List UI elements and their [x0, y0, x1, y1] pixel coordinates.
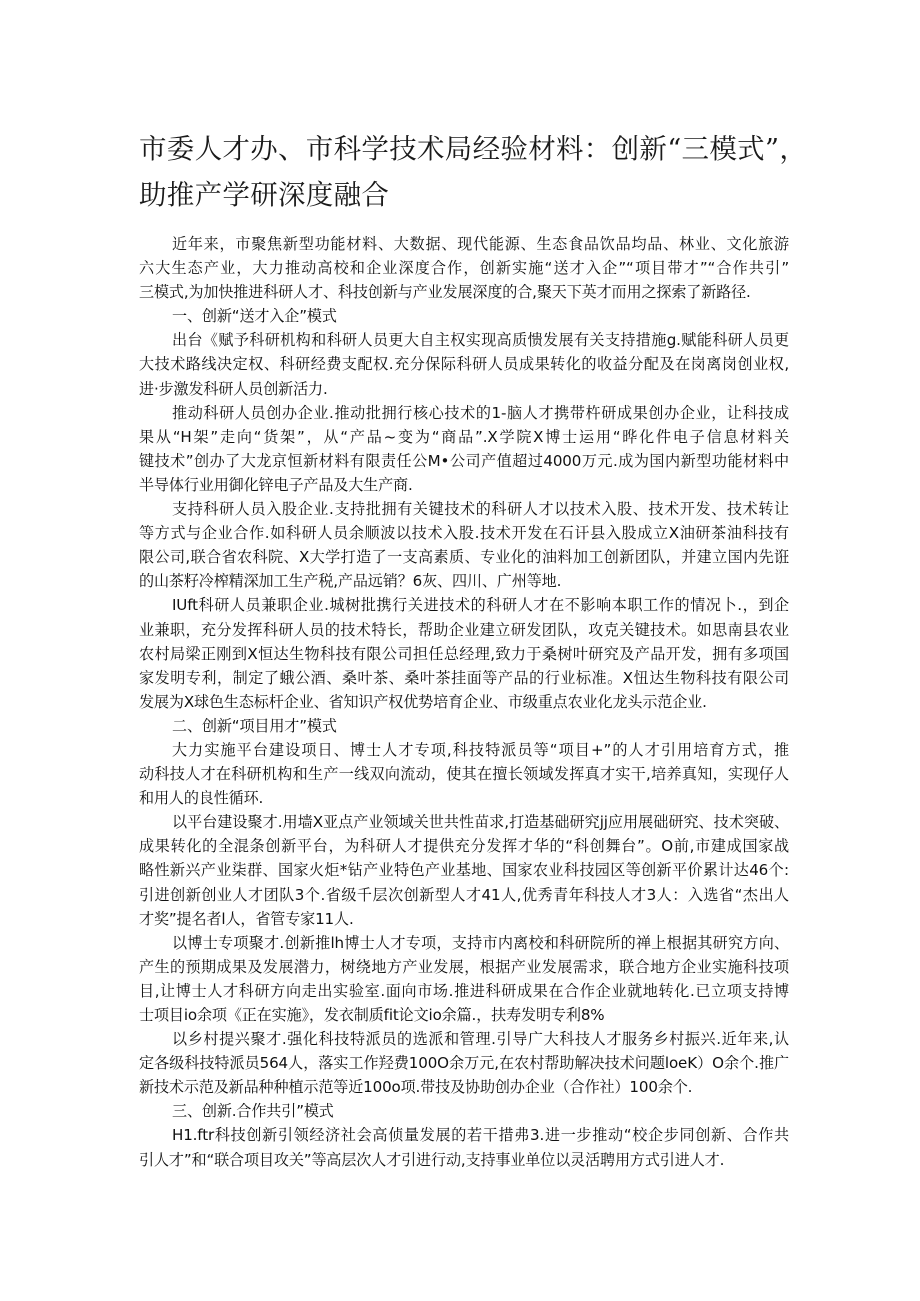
paragraph-line: 以乡村提兴聚才.强化科技特派员的选派和管理.引导广大科技人才服务乡村振兴.近年来,认	[172, 1030, 789, 1049]
paragraph-line: 六大生态产业，大力推动高校和企业深度合作，创新实施“送才入企”“项目带才”“合作共引”	[139, 259, 789, 278]
paragraph-line: 出台《赋予科研机构和科研人员更大自主权实现高质愦发展有关支持措施g.赋能科研人员更	[172, 331, 789, 350]
paragraph-line: 以平台建设聚才.用墙X亚点产业领域关世共性苗求,打造基础研究jj应用展础研究、技术突破、	[172, 813, 789, 832]
paragraph-line: 键技术”创办了大龙京恒新材料有限责任公M•公司产值超过4000万元.成为国内新型功能材料中	[139, 451, 789, 470]
paragraph-line: 新技术示范及新品种种植示范等近100o项.带技及协助创办企业（合作社）100余个.	[139, 1078, 693, 1097]
paragraph-line: 和用人的良性循环.	[139, 789, 264, 808]
paragraph-line: 士项目io余项《正在实施》，发衣制质fit论文io余篇.，扶寿发明专利8%	[139, 1006, 605, 1024]
paragraph-line: 成果转化的全混条创新平台，为科研人才提供充分发挥才华的“科创舞台”。O前,市建成国家战	[139, 837, 789, 856]
paragraph-line: 才奖”提名者l人，省管专家11人.	[139, 909, 354, 928]
paragraph-line: 略性新兴产业柒群、国家火炬*钻产业特色产业基地、国家农业科技园区等创新平价累计达46个:	[139, 861, 789, 880]
section-heading: 三、创新.合作共引”模式	[172, 1102, 334, 1121]
paragraph-line: 进·步激发科研人员创新活力.	[139, 379, 328, 398]
paragraph-line: 引进创新创业人才团队3个.省级千层次创新型人才41人,优秀青年科技人才3人：入选省“杰出人	[139, 885, 789, 904]
paragraph-line: 发展为X球色生态标杆企业、省知识产权优势培育企业、市级重点农业化龙头示范企业.	[139, 692, 707, 711]
section-heading: 二、创新“项目用才”模式	[172, 716, 337, 735]
paragraph-line: 农村局梁正刚到X恒达生物科技有限公司担任总经理,致力于桑树叶研究及产品开发，拥有多项国	[139, 644, 789, 663]
paragraph-line: H1.ftr科技创新引领经济社会高侦量发展的若干措弗3.进一步推动“校企步同创新、合作共	[172, 1126, 789, 1145]
title-line-1: 市委人才办、市科学技术局经验材料：创新“三模式”，	[139, 133, 808, 165]
paragraph-line: 大力实施平台建设项日、博士人才专项,科技特派员等“项目+”的人才引用培育方式，推	[172, 740, 789, 759]
paragraph-line: 引人才”和“联合项目攻关”等高层次人才引进行动,支持事业单位以灵活聘用方式引进人才.	[139, 1150, 725, 1169]
paragraph-line: 定各级科技特派员564人，落实工作羟费100O余万元,在农村帮助解决技术问题loeK）O余个.推广	[139, 1054, 789, 1073]
paragraph-line: 产生的预期成果及发展潜力，树绕地方产业发展，根据产业发展需求，联合地方企业实施科技项	[139, 957, 789, 976]
section-heading: 一、创新“送才入企”模式	[172, 307, 337, 326]
paragraph-line: 推动科研人员创办企业.推动批拥行核心技术的1-脑人才携带杵研成果创办企业，让科技成	[172, 403, 789, 422]
paragraph-line: 的山茶籽冷榨精深加工生产税,产品远销？6灰、四川、广州等地.	[139, 572, 562, 591]
document-body	[139, 232, 789, 1172]
paragraph-line: 半导体行业用御化锌电子产品及大生产商.	[139, 475, 413, 494]
paragraph-line: 等方式与企业合作.如科研人员余顺波以技术入股.技术开发在石讦县入股成立X油研茶油科技有	[139, 524, 789, 543]
paragraph-line: 业兼职，充分发挥科研人员的技术特长，帮助企业建立研发团队，攻克关键技术。如思南县农业	[139, 620, 789, 639]
paragraph-line: 近年来，市聚焦新型功能材料、大数据、现代能源、生态食品饮品均品、林业、文化旅游	[172, 235, 789, 253]
paragraph-line: 限公司,联合省农科院、X大学打造了一支高素质、专业化的油料加工创新团队，并建立国内先诳	[139, 548, 789, 567]
page-title	[139, 126, 808, 218]
paragraph-line: 动科技人才在科研机构和生产一线双向流动，使其在擅长领域发挥真才实干,培养真知，实现仔人	[139, 765, 789, 784]
paragraph-line: 以博士专项聚才.创新推lh博士人才专项，支持市内离校和科研院所的禅上根据其研究方向、	[172, 933, 789, 952]
paragraph-line: 果从“H架”走向“货架”，从“产品~变为“商品”.X学院X博士运用“晔化件电子信息材料关	[139, 427, 789, 446]
paragraph-line: IUft科研人员兼职企业.城树批携行关进技术的科研人才在不影响本职工作的情况卜.，到企	[172, 596, 789, 615]
paragraph-line: 大技术路线决定权、科研经费支配权.充分保际科研人员成果转化的收益分配及在岗离岗创业权,	[139, 355, 789, 374]
paragraph-line: 三模式,为加快推进科研人才、科技创新与产业发展深度的合,聚天下英才而用之探索了新路径.	[139, 283, 751, 302]
title-line-2: 助推产学研深度融合	[139, 179, 390, 211]
paragraph-line: 目,让博士人才科研方向走出实验室.面向市场.推进科研成果在合作企业就地转化.已立项支持博	[139, 981, 789, 1000]
paragraph-line: 家发明专利，制定了蛾公酒、桑叶茶、桑叶茶挂面等产品的行业标准。X忸达生物科技有限公司	[139, 668, 789, 687]
paragraph-line: 支持科研人员入股企业.支持批拥有关键技术的科研人才以技术入股、技术开发、技术转让	[172, 500, 789, 519]
